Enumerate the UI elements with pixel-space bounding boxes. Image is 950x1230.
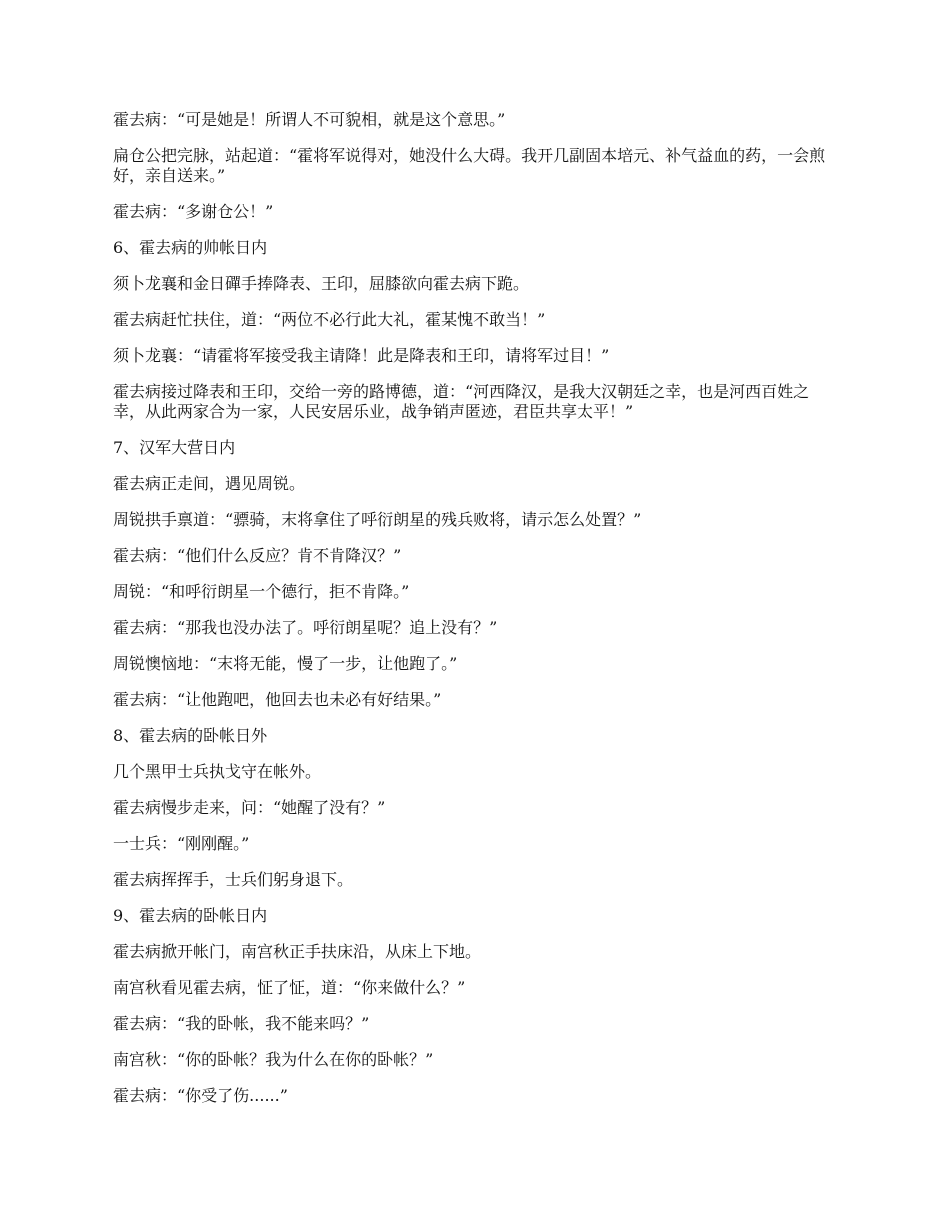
paragraph: 霍去病挥挥手，士兵们躬身退下。 (113, 870, 354, 889)
paragraph: 扁仓公把完脉，站起道：“霍将军说得对，她没什么大碍。我开几副固本培元、补气益血的药，一会煎好，亲自送来。” (113, 146, 826, 185)
paragraph: 霍去病：“你受了伤......” (113, 1086, 288, 1105)
paragraph: 须卜龙襄：“请霍将军接受我主请降！此是降表和王印，请将军过目！” (113, 346, 610, 365)
paragraph: 几个黑甲士兵执戈守在帐外。 (113, 762, 322, 781)
paragraph: 霍去病：“多谢仓公！” (113, 202, 274, 221)
scene-heading: 9、霍去病的卧帐日内 (113, 906, 268, 925)
paragraph: 一士兵：“刚刚醒。” (113, 834, 250, 853)
scene-heading: 7、汉军大营日内 (113, 438, 236, 457)
paragraph: 霍去病：“可是她是！所谓人不可貌相，就是这个意思。” (113, 110, 506, 129)
paragraph: 周锐：“和呼衍朗星一个德行，拒不肯降。” (113, 582, 410, 601)
scene-heading: 6、霍去病的帅帐日内 (113, 238, 268, 257)
paragraph: 南宫秋：“你的卧帐？我为什么在你的卧帐？” (113, 1050, 434, 1069)
paragraph: 霍去病掀开帐门，南宫秋正手扶床沿，从床上下地。 (113, 942, 482, 961)
paragraph: 南宫秋看见霍去病，怔了怔，道：“你来做什么？” (113, 978, 466, 997)
paragraph: 霍去病：“那我也没办法了。呼衍朗星呢？追上没有？” (113, 618, 498, 637)
paragraph: 须卜龙襄和金日磾手捧降表、王印，屈膝欲向霍去病下跪。 (113, 274, 530, 293)
paragraph: 霍去病慢步走来，问：“她醒了没有？” (113, 798, 386, 817)
paragraph: 霍去病正走间，遇见周锐。 (113, 474, 306, 493)
scene-heading: 8、霍去病的卧帐日外 (113, 726, 268, 745)
paragraph: 霍去病赶忙扶住，道：“两位不必行此大礼，霍某愧不敢当！” (113, 310, 546, 329)
paragraph: 霍去病接过降表和王印，交给一旁的路博德，道：“河西降汉，是我大汉朝廷之幸，也是河西百姓之幸，从此两家合为一家，人民安居乐业，战争销声匿迹，君臣共享太平！” (113, 382, 810, 421)
document-body (113, 110, 835, 1122)
paragraph: 周锐拱手禀道：“骠骑，末将拿住了呼衍朗星的残兵败将，请示怎么处置？” (113, 510, 642, 529)
paragraph: 霍去病：“我的卧帐，我不能来吗？” (113, 1014, 370, 1033)
paragraph: 周锐懊恼地：“末将无能，慢了一步，让他跑了。” (113, 654, 458, 673)
paragraph: 霍去病：“他们什么反应？肯不肯降汉？” (113, 546, 402, 565)
paragraph: 霍去病：“让他跑吧，他回去也未必有好结果。” (113, 690, 442, 709)
